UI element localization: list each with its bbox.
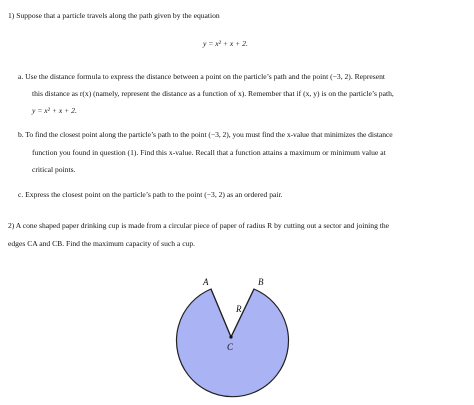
part-c-line-1: c. Express the closest point on the particle’s path to the point (−3, 2) as an ordered pair.	[18, 190, 283, 199]
problem-2-line-2: edges CA and CB. Find the maximum capacity of such a cup.	[8, 239, 196, 248]
part-b-line-2: function you found in question (1). Find this x-value. Recall that a function attains a maximum or minimum value at	[32, 148, 386, 157]
part-a-line-1: a. Use the distance formula to express the distance between a point on the particle’s path and the point (−3, 2). Represent	[18, 72, 385, 81]
center-point-c	[229, 335, 232, 338]
part-b-line-1: b. To find the closest point along the particle’s path to the point (−3, 2), you must find the x-value that minimizes the distance	[18, 130, 393, 139]
label-b: B	[258, 277, 264, 287]
label-a: A	[203, 277, 209, 287]
part-a-line-2: this distance as r(x) (namely, represent the distance as a function of x). Remember that if (x, y) is on the particle’s path,	[32, 89, 394, 98]
label-r: R	[236, 304, 242, 314]
problem-2-line-1: 2) A cone shaped paper drinking cup is made from a circular piece of paper of radius R by cutting out a sector and joining the	[8, 221, 390, 230]
problem-1-heading: 1) Suppose that a particle travels along the path given by the equation	[8, 11, 220, 20]
part-a-line-3: y = x² + x + 2.	[32, 106, 77, 115]
label-c: C	[227, 342, 234, 352]
path-equation: y = x² + x + 2.	[203, 39, 248, 48]
part-b-line-3: critical points.	[32, 165, 76, 174]
